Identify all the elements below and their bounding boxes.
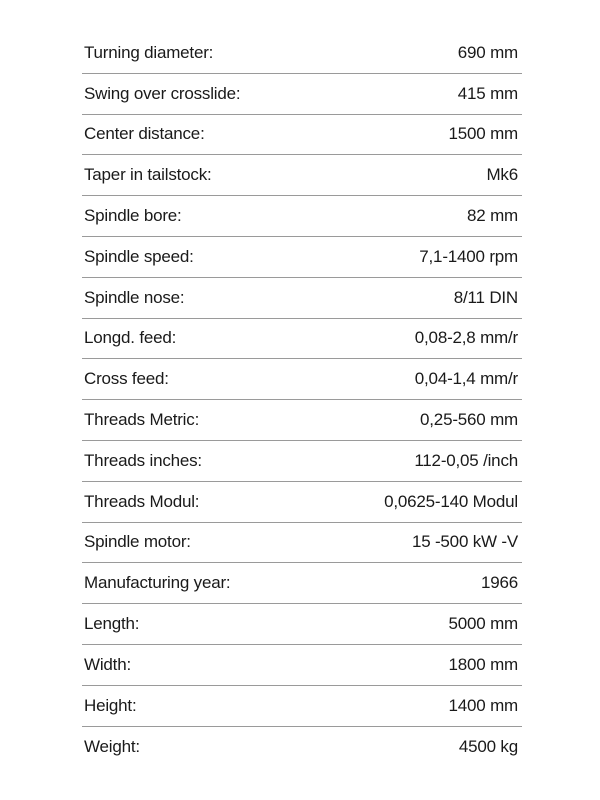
table-row bbox=[82, 155, 522, 196]
spec-label: Spindle nose: bbox=[84, 287, 185, 307]
table-row bbox=[82, 482, 522, 523]
table-row bbox=[82, 645, 522, 686]
spec-label: Cross feed: bbox=[84, 369, 169, 389]
table-row bbox=[82, 563, 522, 604]
spec-table bbox=[82, 33, 522, 767]
spec-value: 690 mm bbox=[457, 42, 518, 62]
spec-value: 5000 mm bbox=[448, 614, 518, 634]
spec-label: Threads inches: bbox=[84, 450, 202, 470]
spec-value: 1800 mm bbox=[448, 654, 518, 674]
table-row bbox=[82, 278, 522, 319]
table-row bbox=[82, 196, 522, 237]
table-row bbox=[82, 33, 522, 74]
spec-label: Taper in tailstock: bbox=[84, 165, 212, 185]
table-row bbox=[82, 441, 522, 482]
spec-value: Mk6 bbox=[486, 165, 518, 185]
table-row bbox=[82, 74, 522, 115]
spec-value: 8/11 DIN bbox=[453, 287, 518, 307]
spec-label: Spindle bore: bbox=[84, 206, 182, 226]
spec-label: Manufacturing year: bbox=[84, 573, 231, 593]
spec-value: 4500 kg bbox=[458, 736, 518, 756]
spec-label: Threads Modul: bbox=[84, 491, 200, 511]
spec-label: Longd. feed: bbox=[84, 328, 177, 348]
table-row bbox=[82, 359, 522, 400]
table-row bbox=[82, 400, 522, 441]
spec-value: 415 mm bbox=[457, 83, 518, 103]
spec-value: 0,04-1,4 mm/r bbox=[414, 369, 518, 389]
spec-label: Width: bbox=[84, 654, 131, 674]
spec-label: Swing over crosslide: bbox=[84, 83, 241, 103]
spec-label: Spindle motor: bbox=[84, 532, 191, 552]
spec-value: 7,1-1400 rpm bbox=[419, 246, 518, 266]
table-row bbox=[82, 604, 522, 645]
spec-value: 1500 mm bbox=[448, 124, 518, 144]
table-row bbox=[82, 319, 522, 360]
spec-label: Center distance: bbox=[84, 124, 205, 144]
spec-value: 82 mm bbox=[467, 206, 518, 226]
spec-value: 15 -500 kW -V bbox=[411, 532, 518, 552]
spec-value: 112-0,05 /inch bbox=[414, 450, 518, 470]
spec-label: Turning diameter: bbox=[84, 42, 214, 62]
spec-label: Threads Metric: bbox=[84, 410, 200, 430]
table-row bbox=[82, 727, 522, 768]
spec-value: 0,25-560 mm bbox=[420, 410, 518, 430]
table-row bbox=[82, 115, 522, 156]
spec-label: Height: bbox=[84, 695, 137, 715]
spec-value: 1400 mm bbox=[448, 695, 518, 715]
table-row bbox=[82, 523, 522, 564]
table-row bbox=[82, 237, 522, 278]
spec-value: 0,0625-140 Modul bbox=[384, 491, 518, 511]
spec-label: Length: bbox=[84, 614, 140, 634]
spec-label: Weight: bbox=[84, 736, 140, 756]
table-row bbox=[82, 686, 522, 727]
spec-value: 0,08-2,8 mm/r bbox=[414, 328, 518, 348]
spec-label: Spindle speed: bbox=[84, 246, 194, 266]
spec-value: 1966 bbox=[480, 573, 518, 593]
